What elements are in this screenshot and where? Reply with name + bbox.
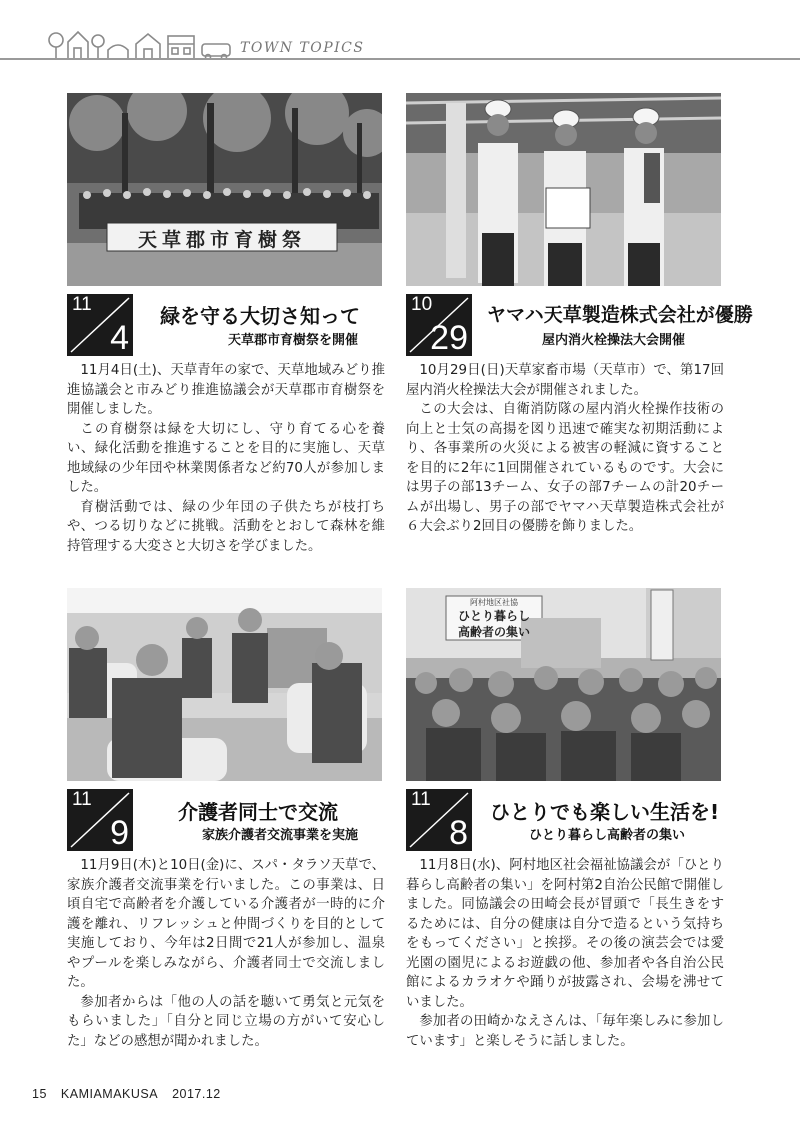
elderly-gathering-photo [406,588,721,781]
article-title: ヤマハ天草製造株式会社が優勝 [487,304,753,326]
date-badge [67,789,133,851]
section-title: TOWN TOPICS [240,40,365,56]
caregiver-exchange-photo [67,588,382,781]
fire-drill-photo [406,93,721,286]
page-header [0,0,800,60]
article-paragraph: この大会は、自衛消防隊の屋内消火栓操作技術の向上と士気の高揚を図り迅速で確実な初期活動により、各事業所の火災による被害の軽減に資することを目的に2年に1回開催されているものです。大会には男子の部13チーム、女子の部7チームの計20チームが出場し、男子の部でヤマハ天草製造株式会社が６大会ぶり2回目の優勝を飾りました。 [406,402,724,534]
article-paragraph: 参加者の田崎かなえさんは、「毎年楽しみに参加しています」と楽しそうに話しました。 [406,1014,724,1049]
article-subtitle: 天草郡市育樹祭を開催 [227,333,358,348]
date-badge [67,294,133,356]
article-body [67,856,385,1051]
article-subtitle: ひとり暮らし高齢者の集い [528,828,685,843]
article-body [406,856,724,1051]
festival-banner-text: 天草郡市育樹祭 [137,229,306,251]
article-paragraph: 11月4日(土)、天草青年の家で、天草地域みどり推進協議会と市みどり推進協議会が天草郡市育樹祭を開催しました。 [67,363,385,417]
article-title: ひとりでも楽しい生活を! [490,800,720,824]
article-body [67,361,385,556]
date-day: 29 [430,319,468,357]
date-month: 11 [72,294,92,315]
date-month: 11 [411,789,431,810]
date-day: 4 [110,319,129,357]
article-title: 介護者同士で交流 [178,800,338,824]
page-footer [32,1087,231,1101]
gathering-sign-line2: 高齢者の集い [457,625,530,639]
article-paragraph: 11月9日(木)と10日(金)に、スパ・タラソ天草で、家族介護者交流事業を行いました。この事業は、日頃自宅で高齢者を介護している介護者が一時的に介護を離れ、リフレッシュと仲間づくりを目的として実施しており、今年は2日間で21人が参加し、温泉やプールを楽しみながら、介護者同士で交流しました。 [67,858,385,990]
date-day: 9 [110,814,129,852]
date-day: 8 [449,814,468,852]
tree-festival-photo [67,93,382,286]
date-month: 10 [411,294,433,315]
article-paragraph: この育樹祭は緑を大切にし、守り育てる心を養い、緑化活動を推進することを目的に実施し、天草地域緑の少年団や林業関係者など約70人が参加しました。 [67,421,385,495]
date-badge [406,789,472,851]
header-rule [0,58,800,60]
article-paragraph: 参加者からは「他の人の話を聴いて勇気と元気をもらいました」「自分と同じ立場の方がいて安心した」などの感想が聞かれました。 [67,994,385,1049]
magazine-name: KAMIAMAKUSA [60,1087,159,1101]
page-number: 15 [32,1087,47,1101]
article-subtitle: 家族介護者交流事業を実施 [201,828,358,843]
article-paragraph: 育樹活動では、緑の少年団の子供たちが枝打ちや、つる切りなどに挑戦。活動をとおして森林を維持管理する大変さと大切さを学びました。 [67,499,385,554]
date-badge [406,294,472,356]
issue-date: 2017.12 [172,1087,221,1101]
article-title: 緑を守る大切さ知って [160,304,360,328]
gathering-sign-line1: ひとり暮らし [457,609,530,623]
article-subtitle: 屋内消火栓操法大会開催 [541,333,685,348]
article-paragraph: 11月8日(水)、阿村地区社会福祉協議会が「ひとり暮らし高齢者の集い」を阿村第2自治公民館で開催しました。同協議会の田崎会長が冒頭で「長生きをするためには、自分の健康は自分で造るという気持ちをもってください」と挨拶。その後の演芸会では愛光園の園児によるお遊戯の他、参加者や各自治公民館によるカラオケや踊りが披露され、会場を沸せていました。 [406,858,724,1010]
article-paragraph: 10月29日(日)天草家畜市場（天草市）で、第17回屋内消火栓操法大会が開催されました。 [406,363,724,398]
article-body [406,361,724,537]
town-houses-icon [44,26,234,60]
gathering-sign-small: 阿村地区社協 [470,598,518,607]
date-month: 11 [72,789,92,810]
